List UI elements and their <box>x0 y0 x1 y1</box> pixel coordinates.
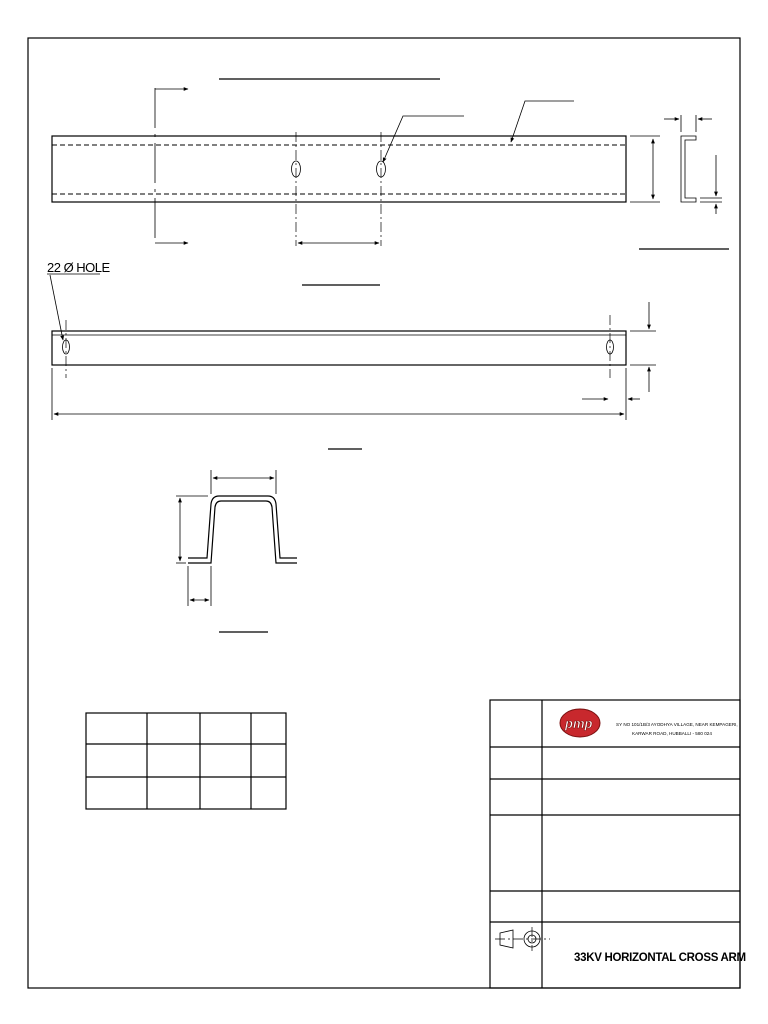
drawing-title: 33KV HORIZONTAL CROSS ARM <box>574 952 746 964</box>
front-view-beam <box>52 136 626 202</box>
front-view-hole-left <box>292 132 301 246</box>
clamp-profile-outer <box>188 496 297 558</box>
top-view-hole-right <box>607 315 614 378</box>
company-logo-text: pmp <box>565 716 593 731</box>
company-address-line2: KARWAR ROAD, HUBBALLI - 580 024 <box>632 731 712 736</box>
section-cut-line <box>155 88 188 243</box>
top-view-beam <box>52 331 626 365</box>
top-view-hole-left <box>63 320 70 378</box>
clamp-detail <box>176 470 297 632</box>
hole-leader <box>383 116 464 162</box>
front-view <box>52 79 660 246</box>
front-view-hole-right <box>377 132 386 246</box>
channel-section <box>639 115 729 249</box>
channel-section-profile <box>681 136 696 202</box>
company-address-line1: SY NO 101/1B/3 AYODHYA VILLAGE, NEAR KEMPAGERI, <box>616 722 738 727</box>
hole-label-leader <box>50 275 63 340</box>
bom-table <box>86 713 286 809</box>
sheet-border <box>28 38 740 988</box>
top-view <box>47 260 656 449</box>
hole-label: 22 Ø HOLE <box>47 260 110 275</box>
clamp-profile-inner <box>188 501 297 563</box>
title-block <box>490 700 746 988</box>
company-logo <box>560 709 600 737</box>
